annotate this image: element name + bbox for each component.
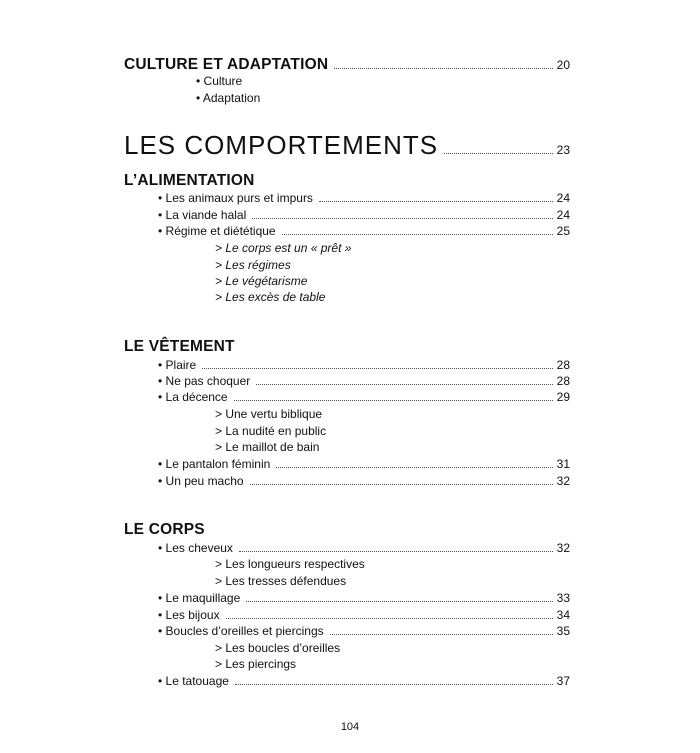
dot-leader — [334, 67, 552, 69]
page-ref: 32 — [556, 474, 570, 488]
toc-entry — [158, 390, 570, 404]
toc-entry — [158, 191, 570, 205]
dot-leader — [250, 483, 553, 485]
entry-label: • Le tatouage — [158, 674, 229, 688]
toc-entry — [158, 591, 570, 605]
dot-leader — [202, 367, 552, 369]
toc-entry — [158, 208, 570, 222]
entry-label: • Boucles d’oreilles et piercings — [158, 624, 324, 638]
toc-subitem: > Les longueurs respectives — [215, 557, 365, 571]
page-ref: 37 — [556, 674, 570, 688]
page-ref: 32 — [556, 541, 570, 555]
dot-leader — [444, 152, 553, 154]
toc-item: • Culture — [196, 74, 243, 88]
toc-subitem: > Les tresses défendues — [215, 574, 347, 588]
toc-entry — [158, 674, 570, 688]
section-heading: CULTURE ET ADAPTATION — [124, 56, 329, 73]
entry-label: • Régime et diététique — [158, 224, 276, 238]
entry-label: • Plaire — [158, 358, 197, 372]
entry-label: • La viande halal — [158, 208, 247, 222]
entry-label: • Les animaux purs et impurs — [158, 191, 313, 205]
toc-entry — [158, 374, 570, 388]
toc-entry — [158, 541, 570, 555]
entry-label: • Un peu macho — [158, 474, 244, 488]
dot-leader — [319, 200, 553, 202]
section-heading: LE VÊTEMENT — [124, 338, 235, 355]
page-ref: 23 — [556, 143, 570, 157]
page-ref: 20 — [556, 58, 570, 72]
toc-entry — [158, 474, 570, 488]
toc-subitem: > Les piercings — [215, 657, 297, 671]
toc-entry — [158, 624, 570, 638]
entry-label: • Les cheveux — [158, 541, 233, 555]
toc-entry — [158, 224, 570, 238]
page-ref: 28 — [556, 374, 570, 388]
dot-leader — [246, 600, 552, 602]
toc-subitem: > Les excès de table — [215, 290, 326, 304]
toc-subitem: > Les boucles d’oreilles — [215, 641, 341, 655]
toc-subitem: > Le corps est un « prêt » — [215, 241, 352, 255]
page-ref: 24 — [556, 208, 570, 222]
toc-entry-les-comportements — [124, 130, 570, 160]
page-number: 104 — [340, 721, 360, 733]
dot-leader — [256, 383, 552, 385]
section-heading: L’ALIMENTATION — [124, 172, 255, 189]
page-ref: 34 — [556, 608, 570, 622]
part-heading: LES COMPORTEMENTS — [124, 130, 439, 160]
entry-label: • Les bijoux — [158, 608, 220, 622]
entry-label: • Ne pas choquer — [158, 374, 251, 388]
dot-leader — [235, 683, 553, 685]
toc-entry — [158, 457, 570, 471]
toc-subitem: > Le végétarisme — [215, 274, 308, 288]
dot-leader — [234, 399, 553, 401]
page-ref: 35 — [556, 624, 570, 638]
toc-item: • Adaptation — [196, 91, 261, 105]
dot-leader — [239, 550, 553, 552]
page-ref: 24 — [556, 191, 570, 205]
page-ref: 28 — [556, 358, 570, 372]
entry-label: • La décence — [158, 390, 228, 404]
toc-subitem: > Une vertu biblique — [215, 407, 323, 421]
page-ref: 25 — [556, 224, 570, 238]
toc-entry — [158, 358, 570, 372]
dot-leader — [282, 233, 553, 235]
dot-leader — [276, 466, 552, 468]
dot-leader — [330, 633, 553, 635]
section-heading: LE CORPS — [124, 521, 205, 538]
dot-leader — [252, 217, 552, 219]
page-ref: 31 — [556, 457, 570, 471]
toc-subitem: > Les régimes — [215, 258, 291, 272]
toc-subitem: > Le maillot de bain — [215, 440, 320, 454]
page-ref: 33 — [556, 591, 570, 605]
toc-entry-culture-et-adaptation — [124, 56, 570, 74]
entry-label: • Le pantalon féminin — [158, 457, 271, 471]
entry-label: • Le maquillage — [158, 591, 241, 605]
dot-leader — [226, 617, 553, 619]
toc-subitem: > La nudité en public — [215, 424, 327, 438]
toc-entry — [158, 608, 570, 622]
page-ref: 29 — [556, 390, 570, 404]
